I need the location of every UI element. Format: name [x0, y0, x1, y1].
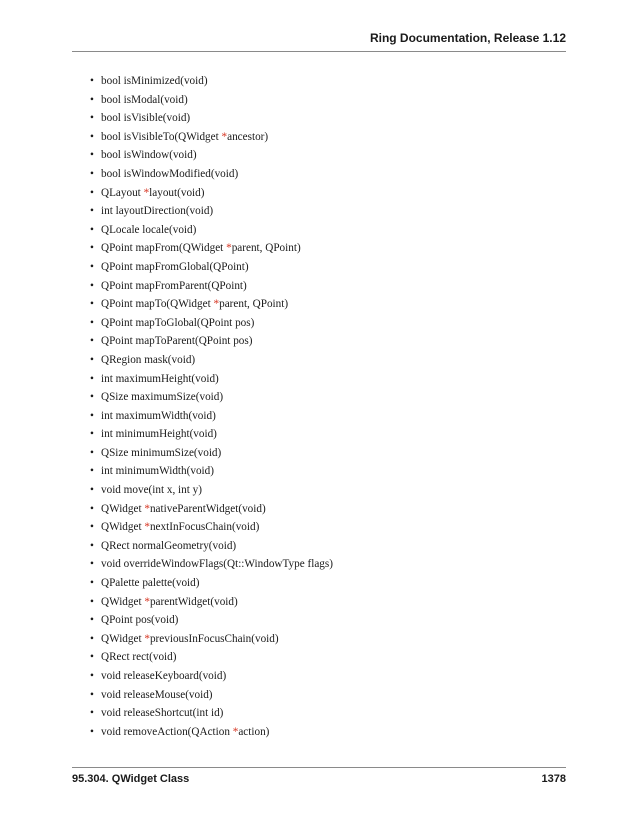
list-item: [90, 146, 333, 165]
method-text: int maximumWidth(void): [101, 409, 216, 422]
page-header: [72, 29, 566, 52]
list-item: [90, 109, 333, 128]
method-text: void releaseKeyboard(void): [101, 670, 227, 682]
method-text: int layoutDirection(void): [101, 205, 214, 218]
method-text: int maximumHeight(void): [101, 372, 219, 385]
method-text: QWidget: [101, 632, 145, 645]
method-text-rest: nextInFocusChain(void): [149, 521, 260, 534]
method-text: QSize minimumSize(void): [101, 446, 222, 459]
list-item: [90, 165, 333, 184]
pointer-asterisk: *: [144, 595, 150, 608]
list-item: [90, 91, 333, 110]
method-text: bool isVisible(void): [101, 112, 191, 125]
method-text-rest: ancestor): [227, 130, 269, 143]
list-item: [90, 518, 333, 537]
list-item: [90, 184, 333, 203]
page-footer: [72, 767, 566, 785]
method-text: QPoint mapToGlobal(QPoint pos): [101, 316, 255, 329]
list-item: [90, 555, 333, 574]
method-text-rest: parent, QPoint): [231, 242, 301, 255]
list-item: [90, 444, 333, 463]
list-item: [90, 723, 333, 742]
method-text: QWidget: [101, 521, 145, 534]
list-item: [90, 239, 333, 258]
method-text: void releaseShortcut(int id): [101, 707, 224, 720]
list-item: [90, 221, 333, 240]
list-item: [90, 462, 333, 481]
pointer-asterisk: *: [144, 521, 150, 534]
method-list: [90, 72, 333, 741]
list-item: [90, 351, 333, 370]
method-text: void move(int x, int y): [101, 484, 202, 497]
list-item: [90, 277, 333, 296]
pointer-asterisk: *: [221, 130, 228, 143]
method-text-rest: nativeParentWidget(void): [149, 502, 266, 515]
method-text: void releaseMouse(void): [101, 688, 213, 701]
list-item: [90, 258, 333, 277]
list-item: [90, 630, 333, 649]
list-item: [90, 686, 333, 705]
pointer-asterisk: *: [232, 725, 239, 738]
method-text-rest: layout(void): [149, 186, 205, 199]
list-item: [90, 667, 333, 686]
method-text: bool isWindowModified(void): [101, 167, 239, 180]
method-text: QPoint mapTo(QWidget: [101, 298, 214, 311]
pointer-asterisk: *: [226, 242, 232, 255]
page-number: 1378: [541, 773, 566, 785]
list-item: [90, 704, 333, 723]
method-text-rest: action): [238, 725, 270, 738]
method-text: QPoint mapFromGlobal(QPoint): [101, 260, 249, 273]
list-item: [90, 500, 333, 519]
list-item: [90, 332, 333, 351]
method-text: bool isModal(void): [101, 93, 188, 106]
method-text: int minimumHeight(void): [101, 428, 217, 441]
list-item: [90, 407, 333, 426]
pointer-asterisk: *: [143, 186, 150, 199]
pointer-asterisk: *: [144, 632, 150, 645]
list-item: [90, 611, 333, 630]
list-item: [90, 574, 333, 593]
method-text: void removeAction(QAction: [101, 725, 233, 738]
list-item: [90, 537, 333, 556]
method-text-rest: parent, QPoint): [219, 298, 289, 311]
method-text: QSize maximumSize(void): [101, 391, 224, 404]
list-item: [90, 295, 333, 314]
method-text-rest: previousInFocusChain(void): [149, 632, 279, 645]
method-text: QPoint mapToParent(QPoint pos): [101, 335, 253, 348]
document-title: Ring Documentation, Release 1.12: [369, 31, 566, 45]
method-text-rest: parentWidget(void): [149, 595, 238, 608]
list-item: [90, 648, 333, 667]
method-text: QPoint mapFrom(QWidget: [101, 242, 227, 255]
pointer-asterisk: *: [144, 502, 150, 515]
list-item: [90, 370, 333, 389]
method-text: QRect rect(void): [101, 651, 177, 664]
method-text: int minimumWidth(void): [101, 465, 214, 478]
method-text: QLocale locale(void): [101, 223, 197, 236]
method-text: QPalette palette(void): [101, 577, 200, 590]
method-text: QRect normalGeometry(void): [101, 539, 237, 552]
list-item: [90, 593, 333, 612]
section-title: 95.304. QWidget Class: [72, 773, 190, 785]
method-text: QWidget: [101, 502, 145, 515]
pointer-asterisk: *: [213, 298, 220, 311]
list-item: [90, 72, 333, 91]
list-item: [90, 128, 333, 147]
method-text: void overrideWindowFlags(Qt::WindowType flags): [101, 558, 333, 571]
method-text: QPoint pos(void): [101, 614, 179, 627]
method-text: QPoint mapFromParent(QPoint): [101, 279, 247, 292]
list-item: [90, 314, 333, 333]
method-text: bool isMinimized(void): [101, 75, 208, 87]
method-text: bool isVisibleTo(QWidget: [101, 130, 222, 143]
method-text: QWidget: [101, 595, 145, 608]
list-item: [90, 388, 333, 407]
method-text: QRegion mask(void): [101, 353, 196, 366]
list-item: [90, 202, 333, 221]
list-item: [90, 425, 333, 444]
method-text: bool isWindow(void): [101, 149, 197, 162]
method-text: QLayout: [101, 186, 144, 199]
list-item: [90, 481, 333, 500]
